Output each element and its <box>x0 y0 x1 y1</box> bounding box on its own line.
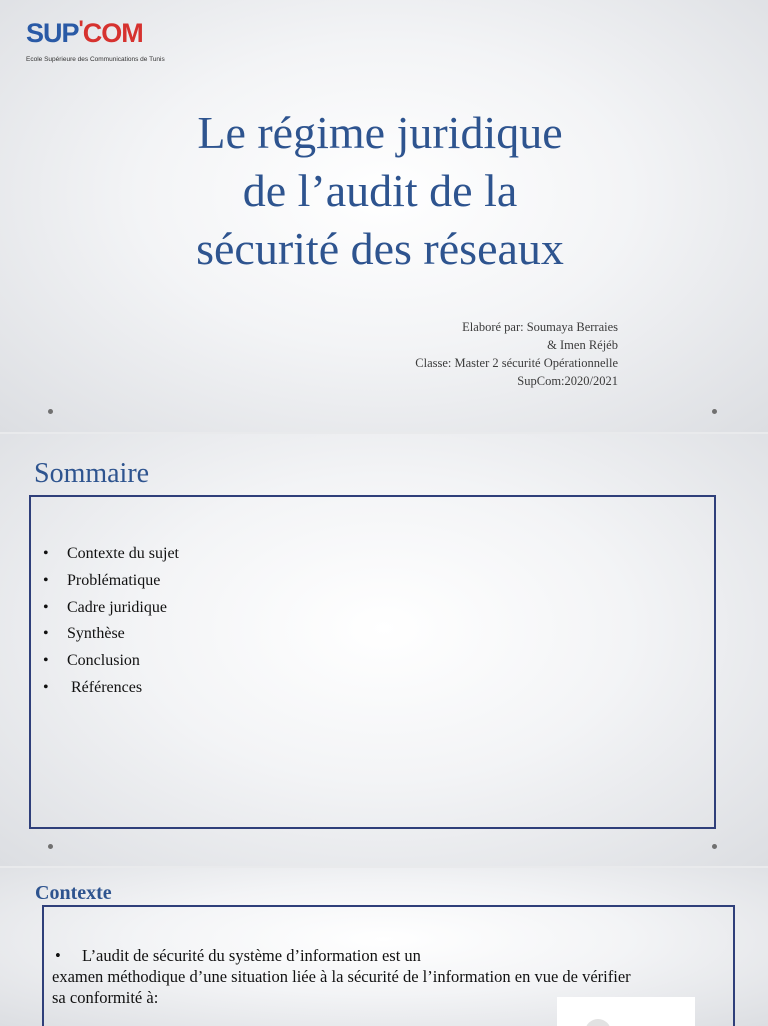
list-item: • Synthèse <box>43 621 179 648</box>
context-title: Contexte <box>35 882 112 904</box>
list-item: • Contexte du sujet <box>43 541 179 568</box>
context-frame <box>42 905 735 1026</box>
logo-subtitle: Ecole Supérieure des Communications de Tunis <box>26 56 165 63</box>
bullet-icon: • <box>55 946 61 965</box>
list-item: • Problématique <box>43 568 179 595</box>
context-bullet-line: • L’audit de sécurité du système d’information est un <box>52 945 732 966</box>
credit-class: Classe: Master 2 sécurité Opérationnelle <box>415 356 618 370</box>
author-credits <box>415 318 618 390</box>
bullet-icon: • <box>43 545 49 562</box>
list-item: • Conclusion <box>43 648 179 675</box>
title-line-2: de l’audit de la <box>242 165 518 216</box>
slide-corner-dot <box>712 409 717 414</box>
bullet-icon: • <box>43 652 49 670</box>
list-item: • Références <box>43 675 179 702</box>
summary-frame <box>29 495 716 829</box>
summary-list <box>43 541 179 702</box>
summary-title: Sommaire <box>34 458 150 489</box>
slide-corner-dot <box>48 409 53 414</box>
bullet-icon: • <box>43 571 49 589</box>
title-slide <box>0 0 768 432</box>
credit-authors: Elaboré par: Soumaya Berraies <box>462 320 618 334</box>
context-image <box>557 997 695 1026</box>
context-line-2: examen méthodique d’une situation liée à la sécurité de l’information en vue de vérifier <box>52 967 631 986</box>
image-circle-shape <box>585 1019 611 1026</box>
bullet-icon: • <box>43 598 49 616</box>
list-item: • Cadre juridique <box>43 595 179 622</box>
title-line-3: sécurité des réseaux <box>196 223 564 274</box>
context-line-3: sa conformité à: <box>52 988 159 1007</box>
credit-coauthor: & Imen Réjéb <box>547 338 618 352</box>
bullet-icon: • <box>43 625 49 643</box>
presentation-title <box>100 104 660 278</box>
slide-corner-dot <box>712 844 717 849</box>
title-line-1: Le régime juridique <box>197 107 563 158</box>
supcom-logo <box>26 14 186 64</box>
context-slide <box>0 868 768 1026</box>
credit-year: SupCom:2020/2021 <box>517 374 618 388</box>
summary-slide <box>0 434 768 866</box>
bullet-icon: • <box>43 678 49 696</box>
slide-corner-dot <box>48 844 53 849</box>
logo-wordmark: SUP'COM <box>26 16 143 48</box>
